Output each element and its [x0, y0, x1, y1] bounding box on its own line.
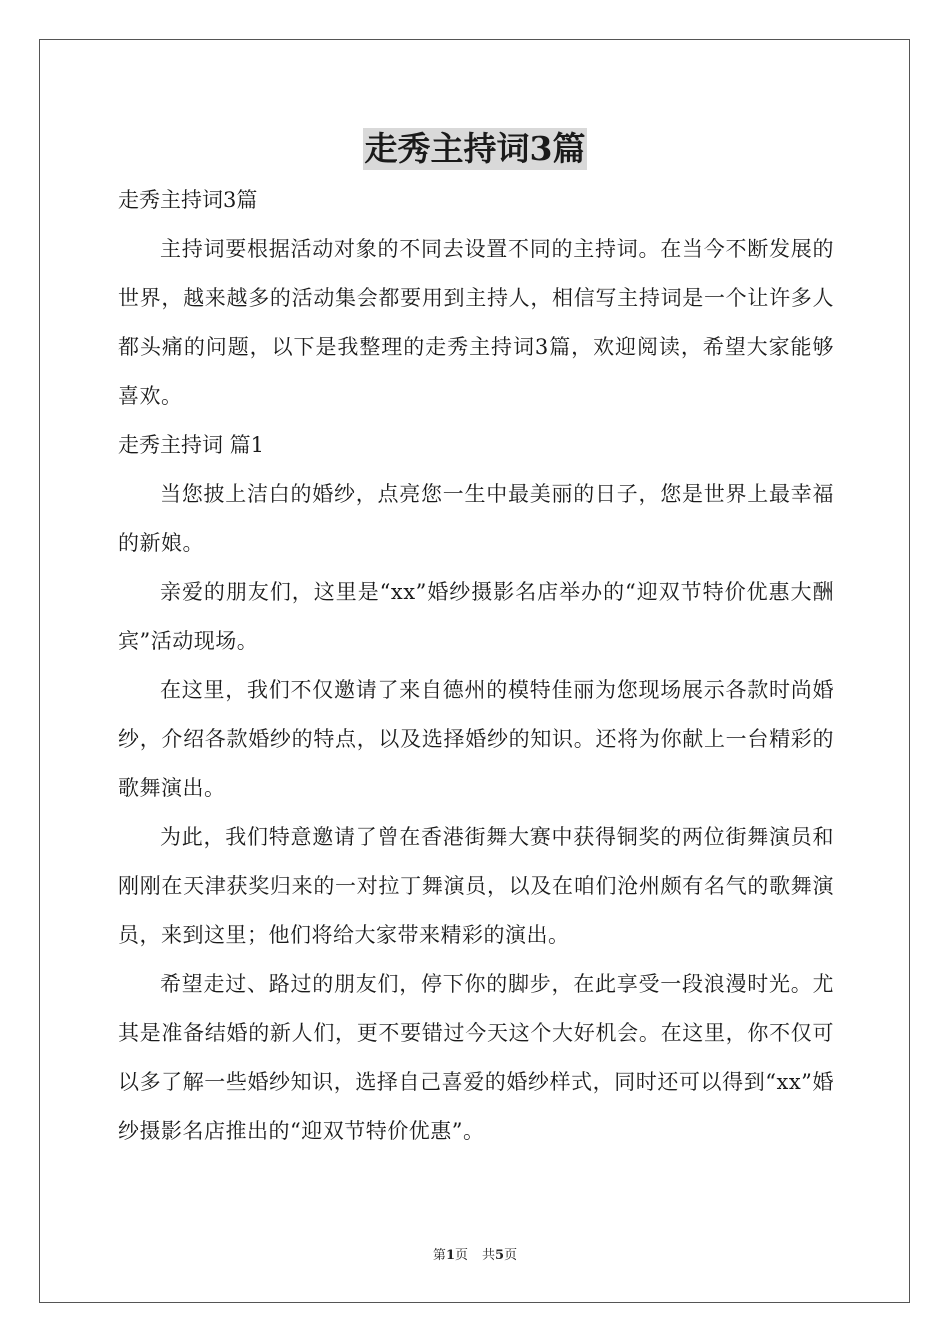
paragraph: 当您披上洁白的婚纱，点亮您一生中最美丽的日子，您是世界上最幸福的新娘。 [118, 482, 834, 555]
title-container [0, 128, 950, 170]
total-pages: 5 [495, 1248, 505, 1263]
page-label-prefix: 第 [432, 1248, 446, 1263]
section-heading: 走秀主持词 篇1 [118, 433, 265, 457]
page-number: 1 [445, 1248, 455, 1263]
page-footer [0, 1244, 950, 1263]
document-body [118, 176, 834, 1156]
document-title: 走秀主持词3篇 [364, 129, 586, 168]
intro-paragraph: 主持词要根据活动对象的不同去设置不同的主持词。在当今不断发展的世界，越来越多的活动集会都要用到主持人，相信写主持词是一个让许多人都头痛的问题，以下是我整理的走秀主持词3篇，欢迎阅读，希望大家能够喜欢。 [118, 237, 834, 408]
total-label-suffix: 页 [504, 1248, 518, 1263]
paragraph: 亲爱的朋友们，这里是“xx”婚纱摄影名店举办的“迎双节特价优惠大酬宾”活动现场。 [118, 580, 834, 653]
document-subtitle: 走秀主持词3篇 [118, 188, 258, 212]
page-label-suffix: 页 [454, 1248, 468, 1263]
paragraph: 在这里，我们不仅邀请了来自德州的模特佳丽为您现场展示各款时尚婚纱，介绍各款婚纱的特点，以及选择婚纱的知识。还将为你献上一台精彩的歌舞演出。 [118, 678, 834, 800]
paragraph: 希望走过、路过的朋友们，停下你的脚步，在此享受一段浪漫时光。尤其是准备结婚的新人们，更不要错过今天这个大好机会。在这里，你不仅可以多了解一些婚纱知识，选择自己喜爱的婚纱样式，同时还可以得到“xx”婚纱摄影名店推出的“迎双节特价优惠”。 [118, 972, 834, 1143]
total-label-prefix: 共 [482, 1248, 496, 1263]
paragraph: 为此，我们特意邀请了曾在香港街舞大赛中获得铜奖的两位街舞演员和刚刚在天津获奖归来的一对拉丁舞演员，以及在咱们沧州颇有名气的歌舞演员，来到这里；他们将给大家带来精彩的演出。 [118, 825, 834, 947]
